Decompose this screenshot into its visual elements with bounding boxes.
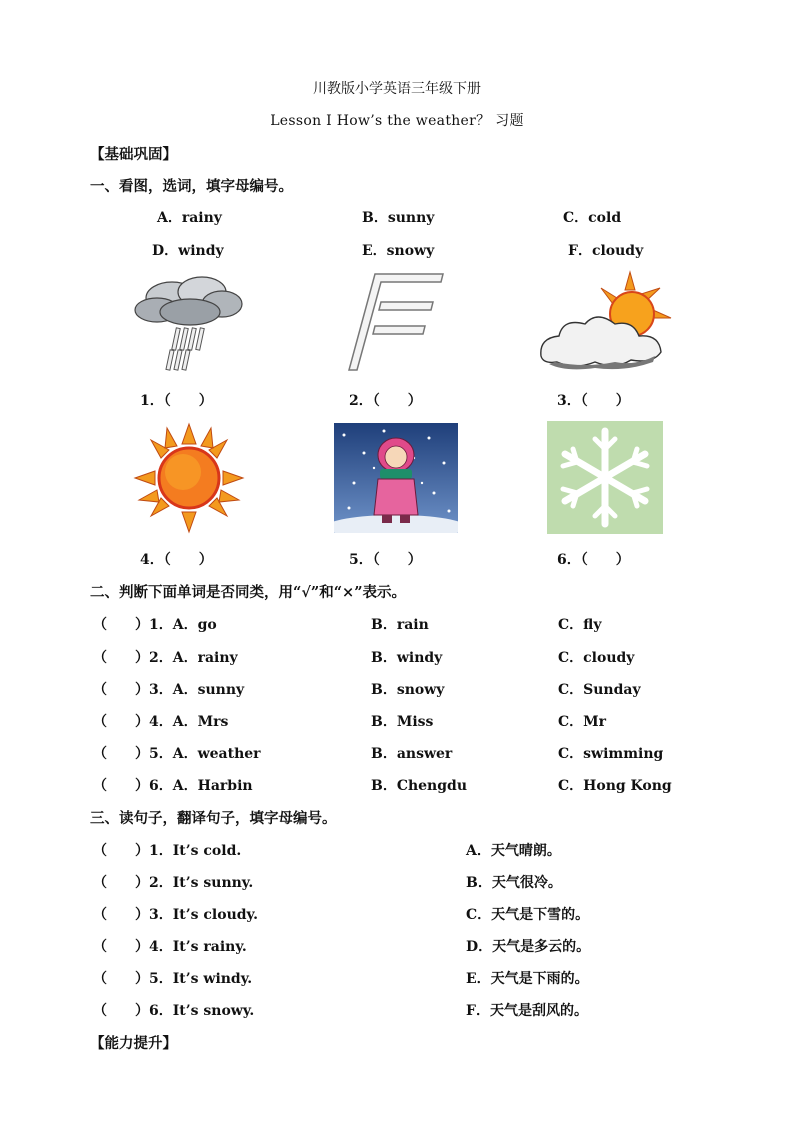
caption-5: 5．（ ） [349, 552, 422, 568]
p3-row2-q: （ ）2．It’s sunny. [93, 875, 254, 891]
p3-row4-a: D．天气是多云的。 [466, 939, 591, 955]
option-a: A．rainy [157, 210, 222, 226]
p2-row4-b: B．Miss [371, 714, 434, 730]
rain-cloud-icon [132, 270, 247, 380]
p2-row5-b: B．answer [371, 746, 453, 762]
p3-row5-q: （ ）5．It’s windy. [93, 971, 253, 987]
option-f: F．cloudy [568, 243, 644, 259]
p2-row2-a: （ ）2．A．rainy [93, 650, 238, 666]
p2-row6-b: B．Chengdu [371, 778, 467, 794]
caption-2: 2．（ ） [349, 393, 422, 409]
option-e: E．snowy [362, 243, 435, 259]
sun-cloud-icon [535, 268, 675, 376]
section-advanced: 【能力提升】 [90, 1035, 177, 1052]
p3-row4-q: （ ）4．It’s rainy. [93, 939, 247, 955]
caption-6: 6．（ ） [557, 552, 630, 568]
p2-row3-a: （ ）3．A．sunny [93, 682, 245, 698]
caption-1: 1．（ ） [140, 393, 213, 409]
p2-row5-c: C．swimming [558, 746, 664, 762]
p2-row3-c: C．Sunday [558, 682, 641, 698]
p2-row4-a: （ ）4．A．Mrs [93, 714, 229, 730]
p2-row2-b: B．windy [371, 650, 443, 666]
p3-row5-a: E．天气是下雨的。 [466, 971, 589, 987]
snowing-child-icon [334, 423, 458, 533]
caption-4: 4．（ ） [140, 552, 213, 568]
section-basic: 【基础巩固】 [90, 146, 177, 163]
p3-row6-a: F．天气是刮风的。 [466, 1003, 588, 1019]
option-b: B．sunny [362, 210, 435, 226]
part2-heading: 二、判断下面单词是否同类，用“√”和“×”表示。 [90, 584, 407, 601]
p3-row3-a: C．天气是下雪的。 [466, 907, 590, 923]
part3-heading: 三、读句子，翻译句子，填字母编号。 [90, 810, 337, 827]
sun-icon [133, 422, 245, 534]
snowflake-icon [547, 421, 663, 534]
page-title: 川教版小学英语三年级下册 [313, 81, 481, 97]
p2-row5-a: （ ）5．A．weather [93, 746, 261, 762]
p2-row3-b: B．snowy [371, 682, 445, 698]
p2-row4-c: C．Mr [558, 714, 607, 730]
p2-row1-b: B．rain [371, 617, 429, 633]
p3-row6-q: （ ）6．It’s snowy. [93, 1003, 255, 1019]
part1-heading: 一、看图，选词，填字母编号。 [90, 178, 293, 195]
option-c: C．cold [563, 210, 622, 226]
lesson-subtitle: Lesson I How’s the weather？ 习题 [270, 113, 524, 129]
p2-row6-c: C．Hong Kong [558, 778, 672, 794]
p3-row3-q: （ ）3．It’s cloudy. [93, 907, 258, 923]
p2-row1-a: （ ）1．A．go [93, 617, 217, 633]
p2-row6-a: （ ）6．A．Harbin [93, 778, 253, 794]
option-d: D．windy [152, 243, 224, 259]
p3-row1-q: （ ）1．It’s cold. [93, 843, 242, 859]
p3-row2-a: B．天气很冷。 [466, 875, 562, 891]
p2-row2-c: C．cloudy [558, 650, 635, 666]
p2-row1-c: C．fly [558, 617, 602, 633]
caption-3: 3．（ ） [557, 393, 630, 409]
p3-row1-a: A．天气晴朗。 [466, 843, 561, 859]
wind-icon [345, 270, 450, 375]
